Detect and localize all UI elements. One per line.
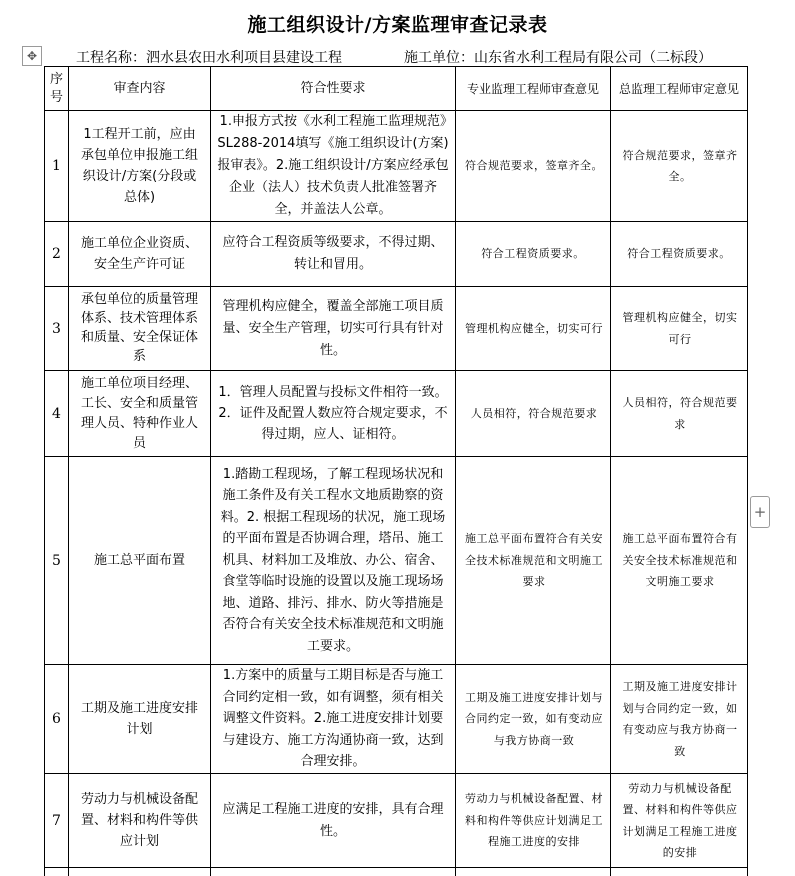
row-specialist-opinion: 劳动力与机械设备配置、材料和构件等供应计划满足工程施工进度的安排 (456, 774, 611, 868)
table-row (45, 111, 748, 222)
row-item: 承包单位的质量管理体系、技术管理体系和质量、安全保证体系 (69, 287, 211, 371)
row-no: 4 (45, 371, 69, 457)
header-no: 序号 (45, 67, 69, 111)
table-row (45, 457, 748, 665)
project-info (76, 47, 342, 67)
contractor-info (404, 47, 712, 67)
row-item: 施工单位项目经理、工长、安全和质量管理人员、特种作业人员 (69, 371, 211, 457)
table-row (45, 222, 748, 287)
row-chief-opinion: 工期及施工进度安排计划与合同约定一致，如有变动应与我方协商一致 (611, 665, 748, 774)
row-no: 6 (45, 665, 69, 774)
contractor-label: 施工单位： (404, 50, 474, 66)
table-row (45, 287, 748, 371)
header-chief-opinion: 总监理工程师审定意见 (611, 67, 748, 111)
row-specialist-opinion: 施工总平面布置符合有关安全技术标准规范和文明施工要求 (456, 457, 611, 665)
table-row-partial (45, 868, 748, 876)
row-specialist-opinion: 符合规范要求，签章齐全。 (456, 111, 611, 222)
row-item: 施工单位企业资质、安全生产许可证 (69, 222, 211, 287)
row-no: 2 (45, 222, 69, 287)
table-row (45, 665, 748, 774)
table-row (45, 371, 748, 457)
add-column-icon[interactable]: + (750, 496, 770, 528)
contractor-name: 山东省水利工程局有限公司（二标段） (474, 50, 712, 66)
row-specialist-opinion: 人员相符，符合规范要求 (456, 371, 611, 457)
row-item: 1工程开工前，应由承包单位申报施工组织设计/方案(分段或总体) (69, 111, 211, 222)
review-table (44, 66, 748, 876)
row-requirement: 应满足工程施工进度的安排，具有合理性。 (211, 774, 456, 868)
row-item: 工期及施工进度安排计划 (69, 665, 211, 774)
row-requirement: 1.踏勘工程现场，了解工程现场状况和施工条件及有关工程水文地质勘察的资料。2. 根据工程现场的状况，施工现场的平面布置是否协调合理，塔吊、施工机具、材料加工及堆放、办公、宿舍、食堂等临时设施的设置以及施工现场场地、道路、排污、排水、防火等措施是否符合有关安全技术标准规范和文明施工要求。 (211, 457, 456, 665)
row-requirement: 应符合工程资质等级要求，不得过期、转让和冒用。 (211, 222, 456, 287)
row-no: 3 (45, 287, 69, 371)
row-chief-opinion: 施工总平面布置符合有关安全技术标准规范和文明施工要求 (611, 457, 748, 665)
project-label: 工程名称： (76, 50, 146, 66)
row-specialist-opinion: 管理机构应健全，切实可行 (456, 287, 611, 371)
row-chief-opinion: 符合规范要求，签章齐全。 (611, 111, 748, 222)
row-requirement: 1.方案中的质量与工期目标是否与施工合同约定相一致，如有调整，须有相关调整文件资料。2.施工进度安排计划要与建设方、施工方沟通协商一致，达到合理安排。 (211, 665, 456, 774)
row-requirement: 1．管理人员配置与投标文件相符一致。2．证件及配置人数应符合规定要求，不得过期，应人、证相符。 (211, 371, 456, 457)
row-requirement: 1.申报方式按《水利工程施工监理规范》SL288-2014填写《施工组织设计(方案)报审表》。2.施工组织设计/方案应经承包企业（法人）技术负责人批准签署齐全，并盖法人公章。 (211, 111, 456, 222)
table-move-icon[interactable]: ✥ (22, 46, 42, 66)
document-title: 施工组织设计/方案监理审查记录表 (247, 14, 548, 36)
row-specialist-opinion: 符合工程资质要求。 (456, 222, 611, 287)
row-no: 7 (45, 774, 69, 868)
table-row (45, 774, 748, 868)
row-chief-opinion: 人员相符，符合规范要求 (611, 371, 748, 457)
row-chief-opinion: 管理机构应健全，切实可行 (611, 287, 748, 371)
row-item: 劳动力与机械设备配置、材料和构件等供应计划 (69, 774, 211, 868)
project-name: 泗水县农田水利项目县建设工程 (146, 50, 342, 66)
row-chief-opinion: 符合工程资质要求。 (611, 222, 748, 287)
row-item: 施工总平面布置 (69, 457, 211, 665)
table-header-row (45, 67, 748, 111)
row-specialist-opinion: 工期及施工进度安排计划与合同约定一致，如有变动应与我方协商一致 (456, 665, 611, 774)
row-requirement: 管理机构应健全，覆盖全部施工项目质量、安全生产管理，切实可行具有针对性。 (211, 287, 456, 371)
row-no: 1 (45, 111, 69, 222)
row-no: 5 (45, 457, 69, 665)
header-item: 审查内容 (69, 67, 211, 111)
header-requirement: 符合性要求 (211, 67, 456, 111)
row-chief-opinion: 劳动力与机械设备配置、材料和构件等供应计划满足工程施工进度的安排 (611, 774, 748, 868)
header-specialist-opinion: 专业监理工程师审查意见 (456, 67, 611, 111)
